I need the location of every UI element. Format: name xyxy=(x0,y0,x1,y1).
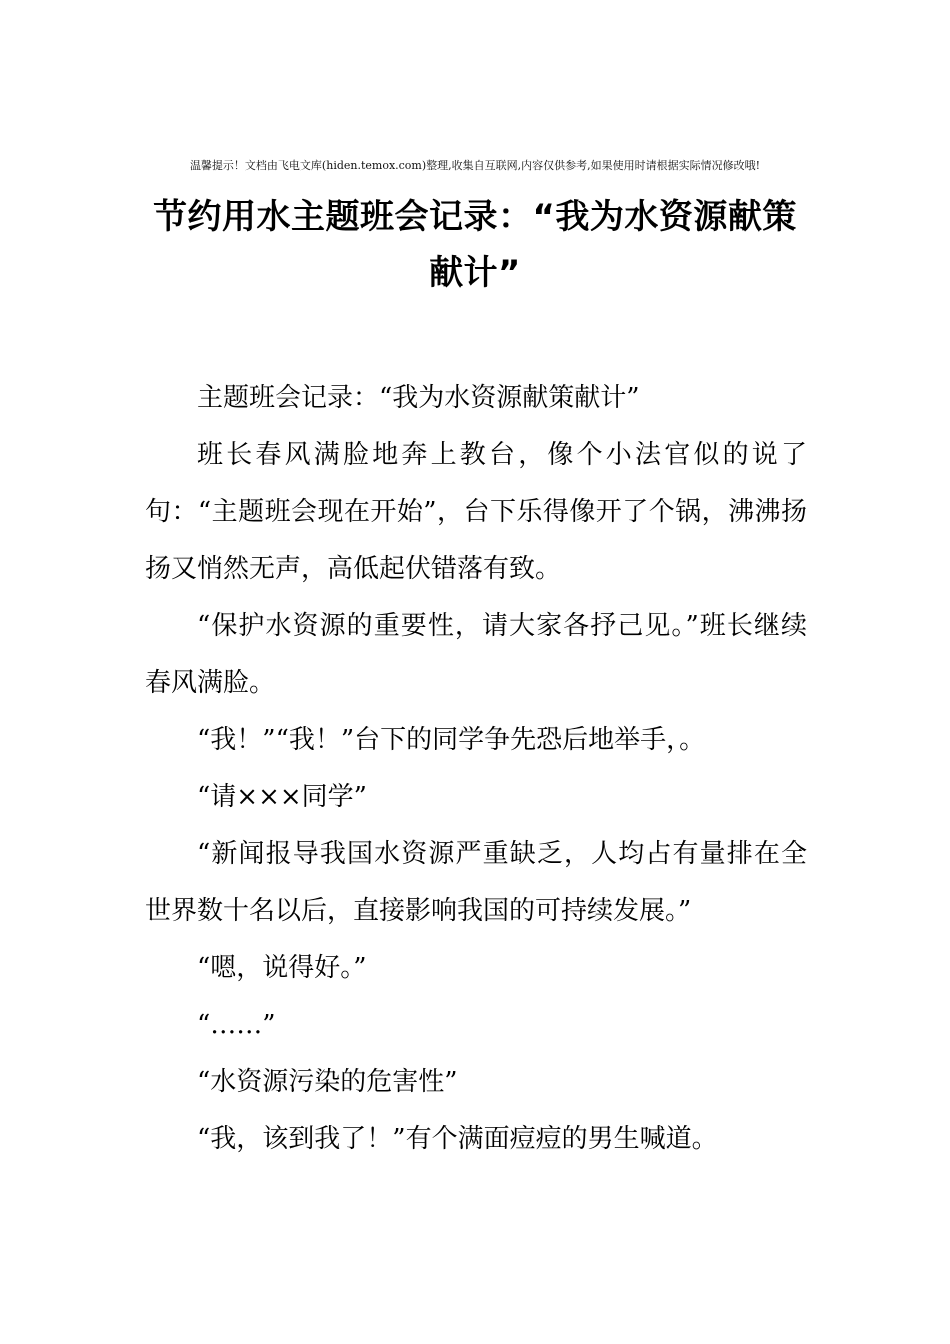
document-title: 节约用水主题班会记录：“我为水资源献策献计” xyxy=(153,197,797,293)
paragraph: “我，该到我了！”有个满面痘痘的男生喊道。 xyxy=(197,1124,718,1154)
paragraph: “嗯，说得好。” xyxy=(197,953,367,983)
paragraph: “我！”“我！”台下的同学争先恐后地举手，。 xyxy=(197,725,706,755)
paragraph: 主题班会记录：“我为水资源献策献计” xyxy=(197,383,640,413)
document-body xyxy=(145,370,807,1168)
paragraph: “……” xyxy=(197,1010,276,1040)
paragraph: “请×××同学” xyxy=(197,782,367,812)
paragraph: “水资源污染的危害性” xyxy=(197,1067,458,1097)
paragraph: “保护水资源的重要性，请大家各抒己见。”班长继续春风满脸。 xyxy=(145,611,807,698)
paragraph: “新闻报导我国水资源严重缺乏，人均占有量排在全世界数十名以后，直接影响我国的可持续发展。” xyxy=(145,839,807,926)
paragraph: 班长春风满脸地奔上教台，像个小法官似的说了句：“主题班会现在开始”，台下乐得像开了个锅，沸沸扬扬又悄然无声，高低起伏错落有致。 xyxy=(145,440,807,584)
header-notice: 温馨提示！文档由飞电文库(hiden.temox.com)整理,收集自互联网,内容仅供参考,如果使用时请根据实际情况修改哦! xyxy=(189,159,761,172)
